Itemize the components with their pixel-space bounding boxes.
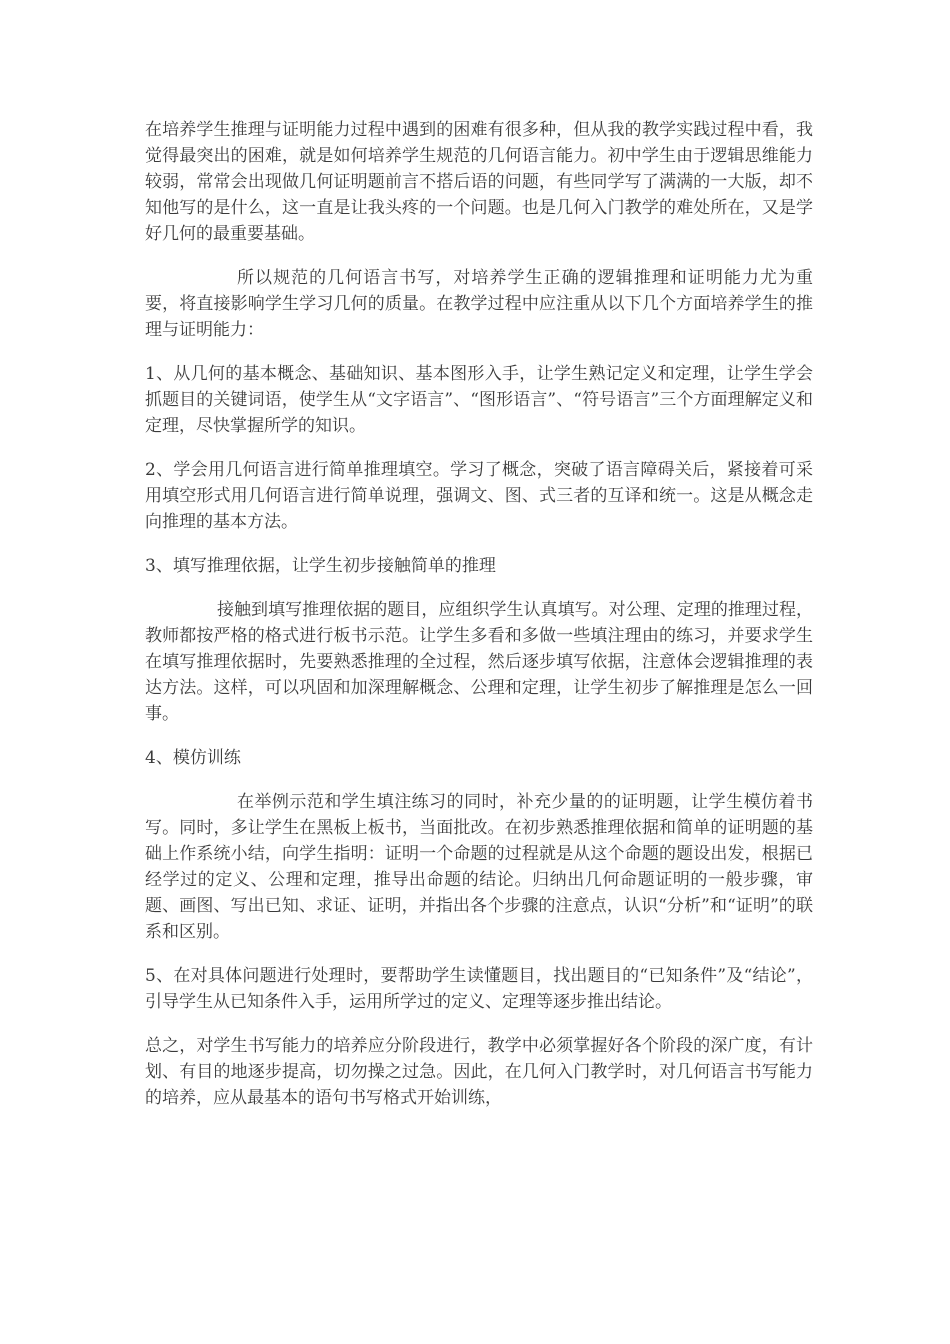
- paragraph-point-1: 1、从几何的基本概念、基础知识、基本图形入手，让学生熟记定义和定理，让学生学会抓题目的关键词语，使学生从“文字语言”、“图形语言”、“符号语言”三个方面理解定义和定理，尽快掌握所学的知识。: [145, 364, 813, 436]
- paragraph-point-3-heading: 3、填写推理依据，让学生初步接触简单的推理: [145, 556, 496, 576]
- document-body: [145, 117, 813, 1129]
- paragraph-point-4-heading: 4、模仿训练: [145, 748, 241, 768]
- paragraph-summary: 所以规范的几何语言书写，对培养学生正确的逻辑推理和证明能力尤为重要，将直接影响学生学习几何的质量。在教学过程中应注重从以下几个方面培养学生的推理与证明能力：: [145, 268, 813, 340]
- paragraph-point-2: 2、学会用几何语言进行简单推理填空。学习了概念，突破了语言障碍关后，紧接着可采用填空形式用几何语言进行简单说理，强调文、图、式三者的互译和统一。这是从概念走向推理的基本方法。: [145, 460, 813, 532]
- paragraph-conclusion: 总之，对学生书写能力的培养应分阶段进行，教学中必须掌握好各个阶段的深广度，有计划、有目的地逐步提高，切勿操之过急。因此，在几何入门教学时，对几何语言书写能力的培养，应从最基本的语句书写格式开始训练，: [145, 1036, 813, 1108]
- paragraph-point-3-body: 接触到填写推理依据的题目，应组织学生认真填写。对公理、定理的推理过程，教师都按严格的格式进行板书示范。让学生多看和多做一些填注理由的练习，并要求学生在填写推理依据时，先要熟悉推理的全过程，然后逐步填写依据，注意体会逻辑推理的表达方法。这样，可以巩固和加深理解概念、公理和定理，让学生初步了解推理是怎么一回事。: [145, 600, 813, 724]
- paragraph-point-4-body: 在举例示范和学生填注练习的同时，补充少量的的证明题，让学生模仿着书写。同时，多让学生在黑板上板书，当面批改。在初步熟悉推理依据和简单的证明题的基础上作系统小结，向学生指明：证明一个命题的过程就是从这个命题的题设出发，根据已经学过的定义、公理和定理，推导出命题的结论。归纳出几何命题证明的一般步骤，审题、画图、写出已知、求证、证明，并指出各个步骤的注意点，认识“分析”和“证明”的联系和区别。: [145, 792, 813, 942]
- paragraph-point-5: 5、在对具体问题进行处理时，要帮助学生读懂题目，找出题目的“已知条件”及“结论”，引导学生从已知条件入手，运用所学过的定义、定理等逐步推出结论。: [145, 966, 813, 1012]
- paragraph-intro: 在培养学生推理与证明能力过程中遇到的困难有很多种，但从我的教学实践过程中看，我觉得最突出的困难，就是如何培养学生规范的几何语言能力。初中学生由于逻辑思维能力较弱，常常会出现做几何证明题前言不搭后语的问题，有些同学写了满满的一大版，却不知他写的是什么，这一直是让我头疼的一个问题。也是几何入门教学的难处所在，又是学好几何的最重要基础。: [145, 120, 813, 244]
